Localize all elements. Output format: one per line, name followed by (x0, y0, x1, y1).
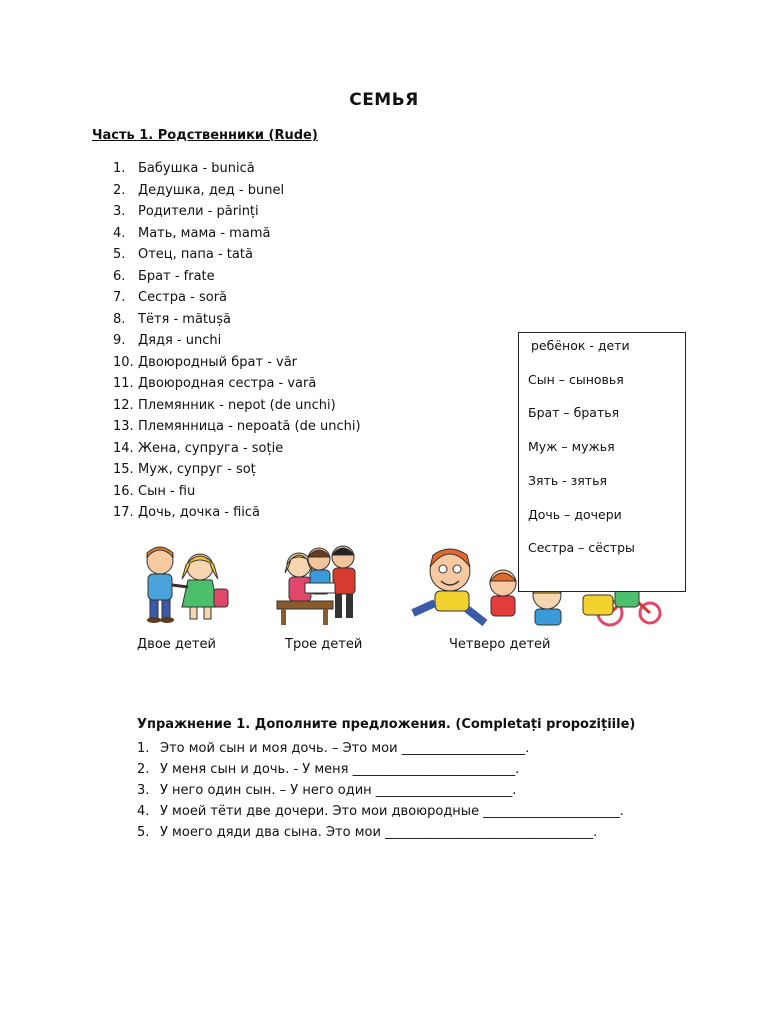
item-number: 12. (113, 397, 134, 413)
three-kids-illustration (275, 543, 370, 628)
item-number: 11. (113, 376, 134, 391)
exercise-text: У моего дяди два сына. Это мои ________________________________. (160, 825, 598, 840)
plural-item: Зять - зятья (528, 473, 607, 488)
list-item (113, 160, 361, 182)
exercise-number: 5. (137, 825, 150, 840)
plural-item: Дочь – дочери (528, 507, 622, 522)
list-item (113, 289, 361, 311)
item-text: Дядя - unchi (138, 333, 222, 348)
item-text: Двоюродный брат - văr (138, 354, 298, 370)
exercise-number: 4. (137, 804, 150, 819)
item-number: 15. (113, 462, 134, 477)
exercise-text: У него один сын. – У него один _____________________. (160, 783, 517, 798)
section-heading: Часть 1. Родственники (Rude) (92, 128, 318, 143)
exercise-item (137, 782, 624, 803)
item-text: Сын - fiu (138, 483, 196, 499)
item-text: Брат - frate (138, 268, 215, 284)
item-text: Дочь, дочка - fiică (138, 505, 261, 520)
item-number: 4. (113, 225, 126, 241)
list-item (113, 246, 361, 268)
exercise-list (137, 740, 624, 845)
caption-two-kids: Двое детей (137, 637, 216, 652)
plural-item: Брат – братья (528, 405, 620, 420)
exercise-item (137, 824, 624, 845)
exercise-number: 1. (137, 741, 150, 756)
list-item (113, 375, 361, 397)
plural-item: ребёнок - дети (531, 338, 630, 353)
item-number: 13. (113, 419, 134, 434)
item-text: Отец, папа - tată (138, 247, 253, 262)
item-number: 14. (113, 440, 134, 456)
item-number: 17. (113, 505, 134, 520)
list-item (113, 397, 361, 419)
item-number: 3. (113, 204, 126, 219)
exercise-number: 2. (137, 762, 150, 777)
item-text: Жена, супруга - soție (138, 440, 284, 456)
exercise-item (137, 740, 624, 761)
item-number: 1. (113, 161, 126, 176)
list-item (113, 440, 361, 462)
list-item (113, 483, 361, 505)
exercise-number: 3. (137, 783, 150, 798)
item-number: 10. (113, 354, 134, 370)
list-item (113, 332, 361, 354)
plural-item: Муж – мужья (528, 439, 615, 454)
plural-item: Сын – сыновья (528, 372, 624, 387)
item-text: Сестра - soră (138, 290, 228, 305)
list-item (113, 311, 361, 333)
item-text: Тётя - mătușă (138, 311, 231, 327)
item-number: 5. (113, 247, 126, 262)
item-text: Племянник - nepot (de unchi) (138, 397, 336, 413)
caption-four-kids: Четверо детей (449, 637, 551, 652)
item-text: Мать, мама - mamă (138, 225, 271, 241)
item-text: Двоюродная сестра - vară (138, 376, 317, 391)
list-item (113, 418, 361, 440)
item-number: 6. (113, 268, 126, 284)
exercise-text: Это мой сын и моя дочь. – Это мои ___________________. (160, 741, 530, 756)
exercise-item (137, 803, 624, 824)
list-item (113, 203, 361, 225)
list-item (113, 182, 361, 204)
item-text: Муж, супруг - soț (138, 462, 256, 477)
item-text: Бабушка - bunică (138, 161, 255, 176)
exercise-text: У меня сын и дочь. - У меня _________________________. (160, 762, 520, 777)
page-title: СЕМЬЯ (349, 90, 419, 110)
item-number: 16. (113, 483, 134, 499)
exercise-text: У моей тёти две дочери. Это мои двоюродные _____________________. (160, 804, 624, 819)
list-item (113, 225, 361, 247)
list-item (113, 461, 361, 483)
list-item (113, 354, 361, 376)
plurals-box (518, 332, 686, 592)
item-text: Дедушка, дед - bunel (138, 182, 285, 198)
item-text: Родители - părinți (138, 204, 259, 219)
item-number: 8. (113, 311, 126, 327)
plural-item: Сестра – сёстры (528, 540, 635, 555)
exercise-item (137, 761, 624, 782)
item-text: Племянница - nepoată (de unchi) (138, 419, 361, 434)
item-number: 7. (113, 290, 126, 305)
vocabulary-list (113, 160, 361, 526)
item-number: 9. (113, 333, 126, 348)
list-item (113, 504, 361, 526)
two-kids-illustration (128, 545, 238, 625)
list-item (113, 268, 361, 290)
item-number: 2. (113, 182, 126, 198)
caption-three-kids: Трое детей (285, 637, 363, 652)
exercise-heading: Упражнение 1. Дополните предложения. (Completați propozițiile) (137, 717, 636, 732)
